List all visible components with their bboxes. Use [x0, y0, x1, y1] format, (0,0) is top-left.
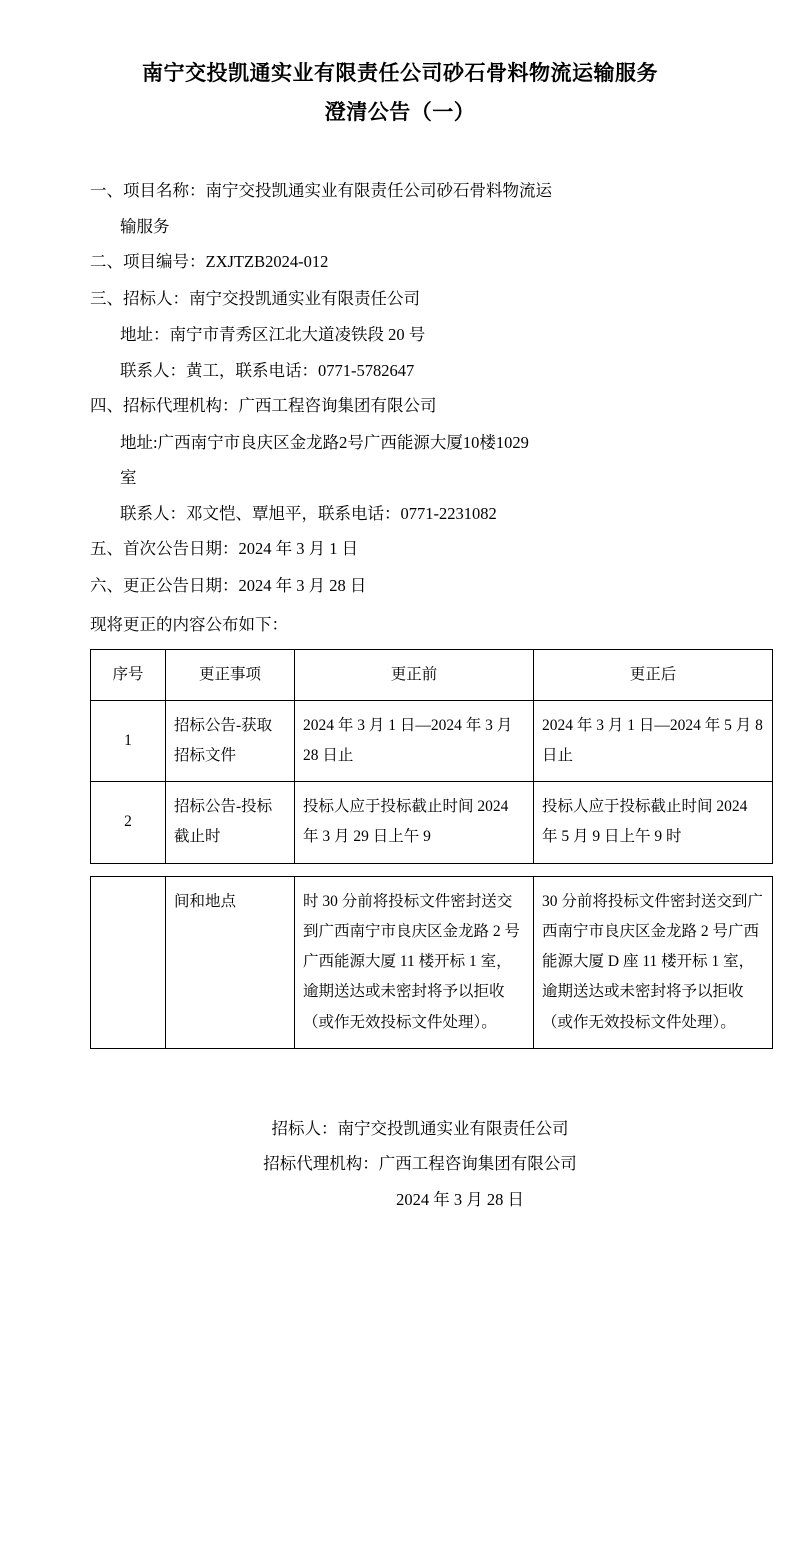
item-4-contact: 联系人：邓文恺、覃旭平，联系电话：0771-2231082: [120, 503, 497, 523]
header-no: 序号: [91, 649, 166, 700]
item-2: 二、项目编号：ZXJTZB2024-012: [90, 252, 329, 272]
footer-tenderer: 招标人：南宁交投凯通实业有限责任公司: [271, 1118, 569, 1138]
title-line-2: 澄清公告（一）: [324, 99, 476, 124]
correction-table-part1: [90, 649, 773, 864]
item-3-contact: 联系人：黄工，联系电话：0771-5782647: [120, 360, 415, 380]
table-row: [91, 782, 773, 863]
item-6: 六、更正公告日期：2024 年 3 月 28 日: [90, 575, 367, 595]
row1-after: 2024 年 3 月 1 日—2024 年 5 月 8 日止: [534, 700, 773, 781]
document-body: [60, 173, 740, 643]
row3-before: 时 30 分前将投标文件密封送交到广西南宁市良庆区金龙路 2 号广西能源大厦 11 楼开标 1 室，逾期送达或未密封将予以拒收（或作无效投标文件处理）。: [295, 876, 534, 1048]
item-4: 四、招标代理机构：广西工程咨询集团有限公司: [90, 396, 437, 416]
item-5: 五、首次公告日期：2024 年 3 月 1 日: [90, 539, 359, 559]
row3-item: 间和地点: [166, 876, 295, 1048]
table-row: [91, 700, 773, 781]
item-3-address: 地址：南宁市青秀区江北大道凌铁段 20 号: [120, 325, 426, 345]
row3-after: 30 分前将投标文件密封送交到广西南宁市良庆区金龙路 2 号广西能源大厦 D 座 11 楼开标 1 室，逾期送达或未密封将予以拒收（或作无效投标文件处理）。: [534, 876, 773, 1048]
item-3: 三、招标人：南宁交投凯通实业有限责任公司: [90, 288, 420, 308]
item-4-address-continued: 室: [120, 468, 137, 488]
table-row: [91, 876, 773, 1048]
table-page-break-gap: [60, 864, 740, 876]
row3-no: [91, 876, 166, 1048]
item-1: 一、项目名称：南宁交投凯通实业有限责任公司砂石骨料物流运: [90, 180, 552, 200]
table-intro: 现将更正的内容公布如下：: [90, 615, 288, 635]
row2-no: 2: [91, 782, 166, 863]
row2-after: 投标人应于投标截止时间 2024 年 5 月 9 日上午 9 时: [534, 782, 773, 863]
row1-item: 招标公告-获取招标文件: [166, 700, 295, 781]
table-header-row: [91, 649, 773, 700]
item-1-continued: 输服务: [120, 216, 170, 236]
item-4-address: 地址:广西南宁市良庆区金龙路2号广西能源大厦10楼1029: [120, 432, 529, 452]
document-footer: [60, 1111, 740, 1217]
row2-item: 招标公告-投标截止时: [166, 782, 295, 863]
title-line-1: 南宁交投凯通实业有限责任公司砂石骨料物流运输服务: [142, 61, 658, 85]
footer-agency: 招标代理机构：广西工程咨询集团有限公司: [263, 1154, 577, 1174]
document-title: [60, 55, 740, 131]
header-before: 更正前: [295, 649, 534, 700]
header-item: 更正事项: [166, 649, 295, 700]
correction-table-part2: [90, 876, 773, 1049]
footer-date: 2024 年 3 月 28 日: [396, 1189, 524, 1209]
row1-no: 1: [91, 700, 166, 781]
header-after: 更正后: [534, 649, 773, 700]
row2-before: 投标人应于投标截止时间 2024 年 3 月 29 日上午 9: [295, 782, 534, 863]
row1-before: 2024 年 3 月 1 日—2024 年 3 月 28 日止: [295, 700, 534, 781]
